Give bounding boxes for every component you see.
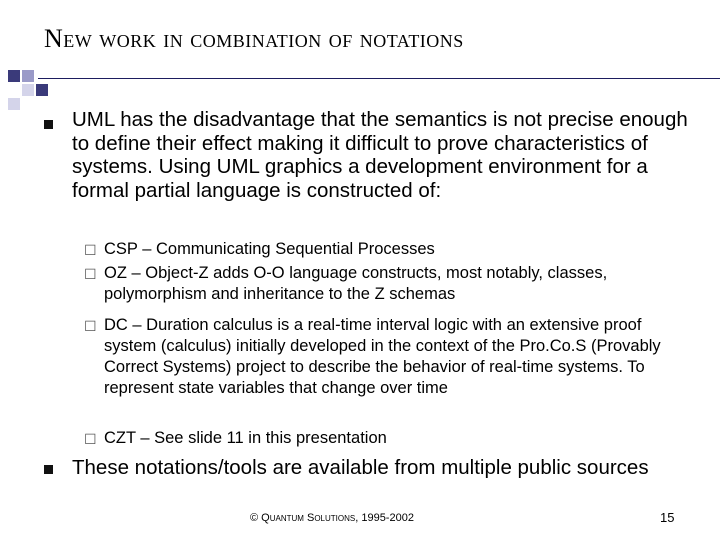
sub-bullet-text: CSP – Communicating Sequential Processes <box>104 240 435 258</box>
sub-bullet-text: OZ – Object-Z adds O-O language constructs, most notably, classes, polymorphism and inheritance to the Z schemas <box>104 264 608 303</box>
deco-square-dark-2 <box>36 84 48 96</box>
deco-square-dark <box>8 70 20 82</box>
deco-square-light-2 <box>8 98 20 110</box>
sub-bullet-text: CZT – See slide 11 in this presentation <box>104 429 387 447</box>
checkbox-icon: ☐ <box>84 242 97 258</box>
decorative-squares <box>0 64 60 164</box>
bullet-marker <box>44 120 53 129</box>
deco-square-light <box>22 84 34 96</box>
bullet-text: UML has the disadvantage that the semantics is not precise enough to define their effect making it difficult to prove characteristics of systems. Using UML graphics a development environment for a formal partial language is constructed of: <box>72 108 688 202</box>
slide-title: New work in combination of notations <box>44 24 464 53</box>
bullet-marker <box>44 465 53 474</box>
checkbox-icon: ☐ <box>84 431 97 447</box>
checkbox-icon: ☐ <box>84 318 97 334</box>
sub-bullet-text: DC – Duration calculus is a real-time interval logic with an extensive proof system (calculus) initially developed in the context of the Pro.Co.S (Provably Correct Systems) project to describe the behavior of real-time systems. To represent state variables that change over time <box>104 316 661 397</box>
checkbox-icon: ☐ <box>84 266 97 282</box>
deco-square-mid <box>22 70 34 82</box>
footer-copyright: © Quantum Solutions, 1995-2002 <box>250 512 414 524</box>
bullet-text: These notations/tools are available from multiple public sources <box>72 456 649 479</box>
title-rule <box>38 78 720 79</box>
page-number: 15 <box>660 510 675 525</box>
